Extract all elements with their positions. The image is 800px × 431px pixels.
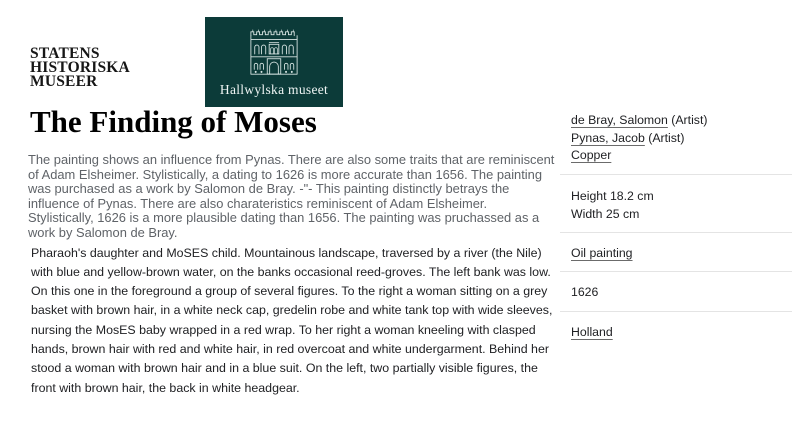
- artist-link-de-bray[interactable]: de Bray, Salomon: [571, 113, 668, 127]
- page-title: The Finding of Moses: [30, 104, 317, 139]
- main-content: [28, 104, 555, 398]
- place-block: [560, 312, 792, 351]
- material-row: [571, 147, 792, 165]
- logo-line-3: MUSEER: [30, 73, 98, 90]
- dimensions-block: [560, 175, 792, 232]
- artist-role-label: (Artist): [644, 130, 685, 145]
- artist-link-pynas[interactable]: Pynas, Jacob: [571, 130, 645, 145]
- place-link[interactable]: Holland: [571, 324, 613, 339]
- technique-link[interactable]: Oil painting: [571, 245, 633, 260]
- height-value: Height 18.2 cm: [571, 188, 654, 203]
- logo-line-2: HISTORISKA: [30, 59, 130, 76]
- year-value: 1626: [571, 285, 599, 299]
- object-description-historical: The painting shows an influence from Pynas. There are also some traits that are reminiscent of Adam Elsheimer. Stylistically, a dating to 1626 is more accurate than 1656. The painting was purchased as a work by Salomon de Bray. -"- This painting distinctly betrays the influence of Pynas. There are also charateristics reminiscent of Adam Elsheimer. Stylistically, 1626 is a more plausible dating than 1656. The painting was pruchassed as a work by Salomon de Bray.: [28, 152, 555, 240]
- hallwylska-museet-logo[interactable]: [205, 17, 343, 107]
- year-block: [560, 272, 792, 311]
- statens-historiska-museer-logo[interactable]: [30, 47, 130, 89]
- castle-facade-icon: [243, 26, 305, 78]
- object-description-scene: Pharaoh's daughter and MoSES child. Mountainous landscape, traversed by a river (the Nile) with blue and yellow-brown water, on the banks occasional reed-groves. The left bank was low. On this one in the foreground a group of several figures. To the right a woman sitting on a grey basket with brown hair, in a white neck cap, gredelin robe and white tank top with wide sleeves, nursing the MosES baby wrapped in a red wrap. To her right a woman kneeling with clasped hands, brown hair with red and white hair, in red overcoat and white undergarment. Behind her stood a woman with brown hair and in a blue suit. On the left, two partially visible figures, the front with brown hair, the back in white headgear.: [31, 245, 553, 395]
- technique-row: [571, 245, 792, 263]
- metadata-sidebar: [560, 100, 792, 350]
- width-value: Width 25 cm: [571, 206, 640, 221]
- artists-and-material-block: [560, 100, 792, 174]
- artist-row: [571, 112, 792, 130]
- place-row: [571, 324, 792, 342]
- artist-row: [571, 130, 792, 148]
- logo-line-1: STATENS: [30, 45, 100, 62]
- material-link[interactable]: Copper: [571, 148, 612, 162]
- technique-block: [560, 233, 792, 272]
- museum-box-label: Hallwylska museet: [219, 82, 329, 97]
- artist-role-label: (Artist): [667, 113, 708, 127]
